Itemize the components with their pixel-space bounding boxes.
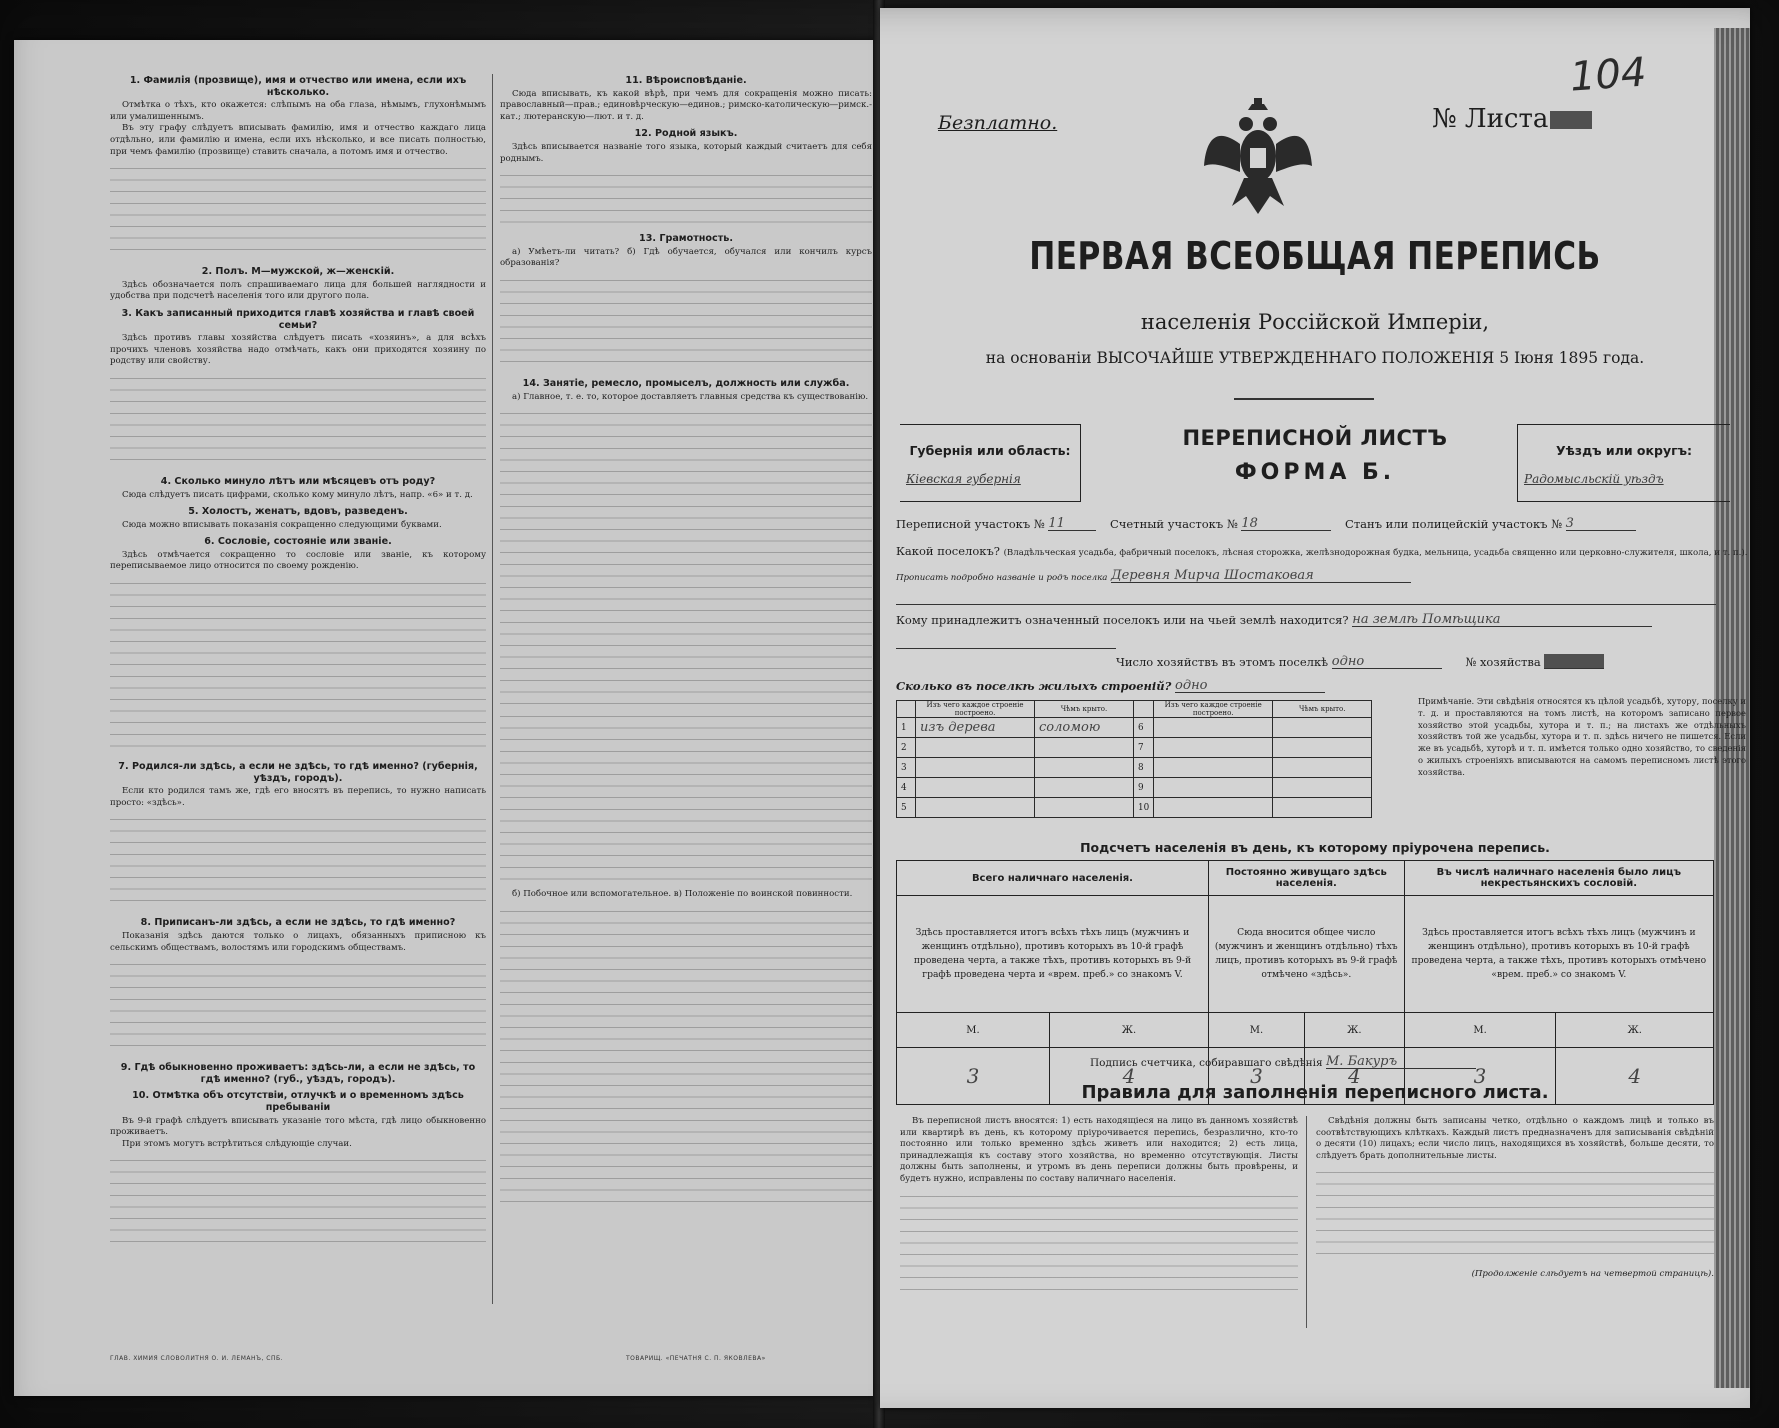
- column-divider: [1306, 1116, 1307, 1328]
- table-row: 1 изъ дерева соломою 6: [897, 718, 1372, 738]
- section-text: Показанія здѣсь даются только о лицахъ, обязанныхъ приписною къ сельскимъ обществамъ, волостямъ или городскимъ обществамъ.: [110, 931, 486, 953]
- section-text: Въ эту графу слѣдуетъ вписывать фамилію, имя и отчество каждаго лица отдѣльно, или фамилію и имена, если ихъ нѣсколько, и все писать полностью, при чемъ фамилію (прозвище) ставить сначала, а потомъ имя и отчество.: [110, 123, 486, 157]
- rules-column-1: Въ переписной листъ вносятся: 1) есть находящіеся на лицо въ данномъ хозяйствѣ или квартирѣ въ день, къ которому пріурочивается перепись, безразлично, кто-то постоянно или только временно здѣсь живетъ или находится; 2) есть лица, принадлежащія къ составу этого хозяйства, но временно отсутствующія. Листы должны быть заполнены, и утромъ въ день переписи должны быть провѣрены, и будетъ нужно, исправлены по составу наличнаго населенія.: [900, 1116, 1298, 1299]
- counting-district-value: 18: [1241, 516, 1331, 531]
- page-subtitle-2: на основаніи ВЫСОЧАЙШЕ УТВЕРЖДЕННАГО ПОЛОЖЕНІЯ 5 Іюня 1895 года.: [985, 349, 1645, 367]
- section-text: Сюда слѣдуетъ писать цифрами, сколько кому минуло лѣтъ, напр. «6» и т. д.: [122, 489, 473, 500]
- count-value: 3: [1208, 1048, 1304, 1105]
- section-heading: 1. Фамилія (прозвище), имя и отчество или имена, если ихъ нѣсколько.: [129, 75, 467, 98]
- section-text: Отмѣтка о тѣхъ, кто окажется: слѣпымъ на оба глаза, нѣмымъ, глухонѣмымъ или умалишеннымъ.: [110, 100, 486, 122]
- section-text: Сюда вписывать, къ какой вѣрѣ, при чемъ для сокращенія можно писать: православный—прав.; единовѣрческую—единов.; римско-католическую—римск.-кат.; лютеранскую—лют. и т. д.: [500, 88, 872, 122]
- section-heading: 10. Отмѣтка объ отсутствіи, отлучкѣ и о временномъ здѣсь пребываніи: [132, 1090, 464, 1113]
- police-district-value: 3: [1566, 516, 1636, 531]
- section-1: [110, 75, 486, 261]
- dense-print: [110, 957, 486, 1057]
- district-numbers-row: Переписной участокъ № 11 Счетный участокъ № 18 Станъ или полицейскій участокъ № 3: [896, 516, 1636, 531]
- printer-footer: ТОВАРИЩ. «ПЕЧАТНЯ С. П. ЯКОВЛЕВА»: [626, 1355, 766, 1362]
- divider: [1234, 398, 1374, 400]
- instructions-column-2: [500, 70, 872, 1204]
- section-heading: 8. Приписанъ-ли здѣсь, а если не здѣсь, то гдѣ именно?: [140, 917, 456, 929]
- redacted-mark: [1544, 654, 1604, 669]
- count-title: Подсчетъ населенія въ день, къ которому пріурочена перепись.: [1080, 840, 1550, 855]
- section-heading: 14. Занятіе, ремесло, промыселъ, должность или служба.: [522, 377, 850, 389]
- owner-value-2: [896, 634, 1116, 649]
- province-value: Кіевская губернія: [906, 472, 1021, 486]
- dense-print: [110, 371, 486, 471]
- buildings-row: Сколько въ поселкѣ жилыхъ строеній? одно: [896, 678, 1325, 693]
- count-value: 4: [1556, 1048, 1714, 1105]
- dense-print: [110, 812, 486, 912]
- settlement-row: Какой поселокъ? (Владѣльческая усадьба, фабричный поселокъ, лѣсная сторожка, желѣзнодорожная будка, мельница, усадьба священно или церковно-служителя, школа, и т. п.).: [896, 544, 1748, 558]
- column-divider: [492, 74, 493, 1304]
- section-heading: 9. Гдѣ обыкновенно проживаетъ: здѣсь-ли, а если не здѣсь, то гдѣ именно? (губ., уѣздъ, городъ).: [120, 1062, 476, 1085]
- signature-row: Подпись счетчика, собиравшаго свѣдѣнія М. Бакуръ: [1090, 1054, 1476, 1069]
- section-text: Въ 9-й графѣ слѣдуетъ вписывать указаніе того мѣста, гдѣ лицо обыкновенно проживаетъ.: [110, 1115, 486, 1138]
- dense-print: [110, 161, 486, 261]
- signature-value: М. Бакуръ: [1326, 1054, 1476, 1069]
- printer-footer: ГЛАВ. ХИМИЯ СЛОВОЛИТНЯ О. И. ЛЕМАНЪ, СПБ.: [110, 1355, 284, 1362]
- section-text: При этомъ могутъ встрѣтиться слѣдующіе случаи.: [122, 1138, 352, 1149]
- settlement-value-2: [896, 590, 1716, 605]
- owner-row-2: [896, 634, 1116, 649]
- section-text: Здѣсь противъ главы хозяйства слѣдуетъ писать «хозяинъ», а для всѣхъ прочихъ членовъ хозяйства надо отмѣчать, какъ они приходятся хозяину по родству или свойству.: [110, 333, 486, 367]
- population-count-table: Всего наличнаго населенія. Постоянно живущаго здѣсь населенія. Въ числѣ наличнаго населенія было лицъ некрестьянскихъ сословій. Здѣсь проставляется итогъ всѣхъ тѣхъ лицъ (мужчинъ и женщинъ отдѣльно), противъ которыхъ въ 10-й графѣ проведена черта, а также тѣхъ, противъ которыхъ въ 9-й графѣ проведена черта и «врем. преб.» со знакомъ V. Сюда вносится общее число (мужчинъ и женщинъ отдѣльно) тѣхъ лицъ, противъ которыхъ въ 9-й графѣ отмѣчено «здѣсь». Здѣсь проставляется итогъ всѣхъ тѣхъ лицъ (мужчинъ и женщинъ отдѣльно), противъ которыхъ въ 10-й графѣ проведена черта, а также тѣхъ, противъ которыхъ отмѣчено «врем. преб.» со знакомъ V. М. Ж. М. Ж. М. Ж. 3 4 3 4 3 4: [896, 860, 1714, 1105]
- owner-row: Кому принадлежитъ означенный поселокъ или на чьей землѣ находится? на землѣ Помѣщика: [896, 612, 1652, 627]
- section-text: б) Побочное или вспомогательное. в) Положеніе по воинской повинности.: [512, 889, 853, 900]
- form-title: ПЕРЕПИСНОЙ ЛИСТЪ: [1182, 426, 1448, 450]
- sheet-number-label: № Листа: [1432, 104, 1549, 134]
- dense-print: [500, 273, 872, 373]
- section-text: Здѣсь обозначается полъ спрашиваемаго лица для большей наглядности и удобства при подсчетѣ населенія того или другого пола.: [110, 279, 486, 302]
- sheet-number: [1432, 104, 1592, 134]
- count-value: 4: [1050, 1048, 1209, 1105]
- section-heading: 2. Полъ. М—мужской, ж—женскій.: [201, 266, 395, 278]
- rules-column-2: Свѣдѣнія должны быть записаны четко, отдѣльно о каждомъ лицѣ и только въ соотвѣтствующихъ клѣткахъ. Каждый листъ предназначенъ для записыванія свѣдѣній о десяти (10) лицахъ; если число лицъ, находящихся въ хозяйствѣ, больше десяти, то слѣдуетъ брать дополнительные листы. (Продолженіе слѣдуетъ на четвертой страницѣ).: [1316, 1116, 1714, 1280]
- section-heading: 7. Родился-ли здѣсь, а если не здѣсь, то гдѣ именно? (губернія, уѣздъ, городъ).: [118, 761, 478, 784]
- district-label: Уѣздъ или округъ:: [1555, 443, 1693, 458]
- settlement-value: Деревня Мирча Шостаковая: [1111, 568, 1411, 583]
- section-text: Здѣсь вписывается названіе того языка, который каждый считаетъ для себя роднымъ.: [500, 141, 872, 164]
- imperial-eagle-icon: [1202, 96, 1314, 224]
- redacted-mark: [1550, 111, 1592, 129]
- section-heading: 5. Холостъ, женатъ, вдовъ, разведенъ.: [188, 506, 408, 518]
- dense-print: [1316, 1165, 1714, 1265]
- archive-folio-number: 104: [1568, 49, 1648, 101]
- section-text: Сюда можно вписывать показанія сокращенно следующими буквами.: [122, 519, 442, 530]
- dense-print: [110, 576, 486, 756]
- free-label: Безплатно.: [938, 112, 1058, 134]
- dense-print: [500, 709, 872, 889]
- section-text: а) Главное, т. е. то, которое доставляетъ главныя средства къ существованію.: [512, 391, 869, 402]
- dense-print: [500, 406, 872, 706]
- page-subtitle: населенія Россійской Имперіи,: [1140, 310, 1490, 334]
- section-heading: 12. Родной языкъ.: [634, 128, 738, 140]
- dense-print: [500, 168, 872, 228]
- section-text: Здѣсь отмѣчается сокращенно то сословіе или званіе, къ которому переписываемое лицо относится по своему рожденію.: [110, 549, 486, 572]
- table-row: 5 10: [897, 798, 1372, 818]
- section-heading: 13. Грамотность.: [639, 233, 733, 245]
- form-type: ФОРМА Б.: [1234, 460, 1396, 485]
- note-block: Примѣчаніе. Эти свѣдѣнія относятся къ цѣлой усадьбѣ, хутору, поселку и т. д. и проставляются на томъ листѣ, на которомъ записано первое хозяйство этой усадьбы, хутора и т. п.; на листахъ же отдѣльныхъ хозяйствъ той же усадьбы, хутора и т. п. здѣсь ничего не пишется. Если же въ усадьбѣ, хуторѣ и т. п. имѣется только одно хозяйство, то сведенія о жилыхъ строеніяхъ вписываются на самомъ переписномъ листѣ этого хозяйства.: [1418, 696, 1746, 777]
- section-heading: 11. Вѣроисповѣданіе.: [625, 75, 747, 86]
- dense-print: [110, 1153, 486, 1253]
- province-label: Губернія или область:: [909, 443, 1071, 458]
- rules-title: Правила для заполненія переписного листа.: [1081, 1082, 1549, 1103]
- instructions-column-1: [110, 70, 486, 1253]
- left-page: [14, 40, 876, 1396]
- households-value: одно: [1332, 654, 1442, 669]
- households-row: Число хозяйствъ въ этомъ поселкѣ одно № хозяйства: [1116, 654, 1604, 669]
- section-text: Если кто родился тамъ же, гдѣ его вносятъ въ перепись, то нужно написать просто: «здѣсь».: [110, 786, 486, 808]
- census-district-value: 11: [1048, 516, 1096, 531]
- page-title: ПЕРВАЯ ВСЕОБЩАЯ ПЕРЕПИСЬ: [1029, 234, 1601, 278]
- settlement-row-2: Прописать подробно названіе и родъ поселка Деревня Мирча Шостаковая: [896, 568, 1411, 583]
- continued-note: (Продолженіе слѣдуетъ на четвертой страницѣ).: [1471, 1269, 1714, 1280]
- dense-print: [900, 1189, 1298, 1299]
- count-value: 3: [897, 1048, 1050, 1105]
- count-value: 4: [1304, 1048, 1404, 1105]
- owner-value: на землѣ Помѣщика: [1352, 612, 1652, 627]
- table-row: 3 8: [897, 758, 1372, 778]
- district-value: Радомысльскій уѣздъ: [1524, 472, 1664, 486]
- count-value: 3: [1404, 1048, 1556, 1105]
- dwellings-table: Изъ чего каждое строеніе построено. Чѣмъ крыто. Изъ чего каждое строеніе построено. Чѣмъ крыто. 1 изъ дерева соломою 6 2 7 3 8 4 9 5 10: [896, 700, 1372, 818]
- settlement-row-3: [896, 590, 1716, 605]
- section-heading: 4. Сколько минуло лѣтъ или мѣсяцевъ отъ роду?: [160, 475, 436, 487]
- section-text: а) Умѣетъ-ли читать? б) Гдѣ обучается, обучался или кончилъ курсъ образованія?: [500, 246, 872, 269]
- section-heading: 6. Сословіе, состояніе или званіе.: [204, 536, 392, 548]
- dense-print: [500, 904, 872, 1204]
- section-heading: 3. Какъ записанный приходится главѣ хозяйства и главѣ своей семьи?: [121, 307, 475, 331]
- table-row: 4 9: [897, 778, 1372, 798]
- right-page: [880, 8, 1750, 1408]
- table-row: 2 7: [897, 738, 1372, 758]
- buildings-value: одно: [1175, 678, 1325, 693]
